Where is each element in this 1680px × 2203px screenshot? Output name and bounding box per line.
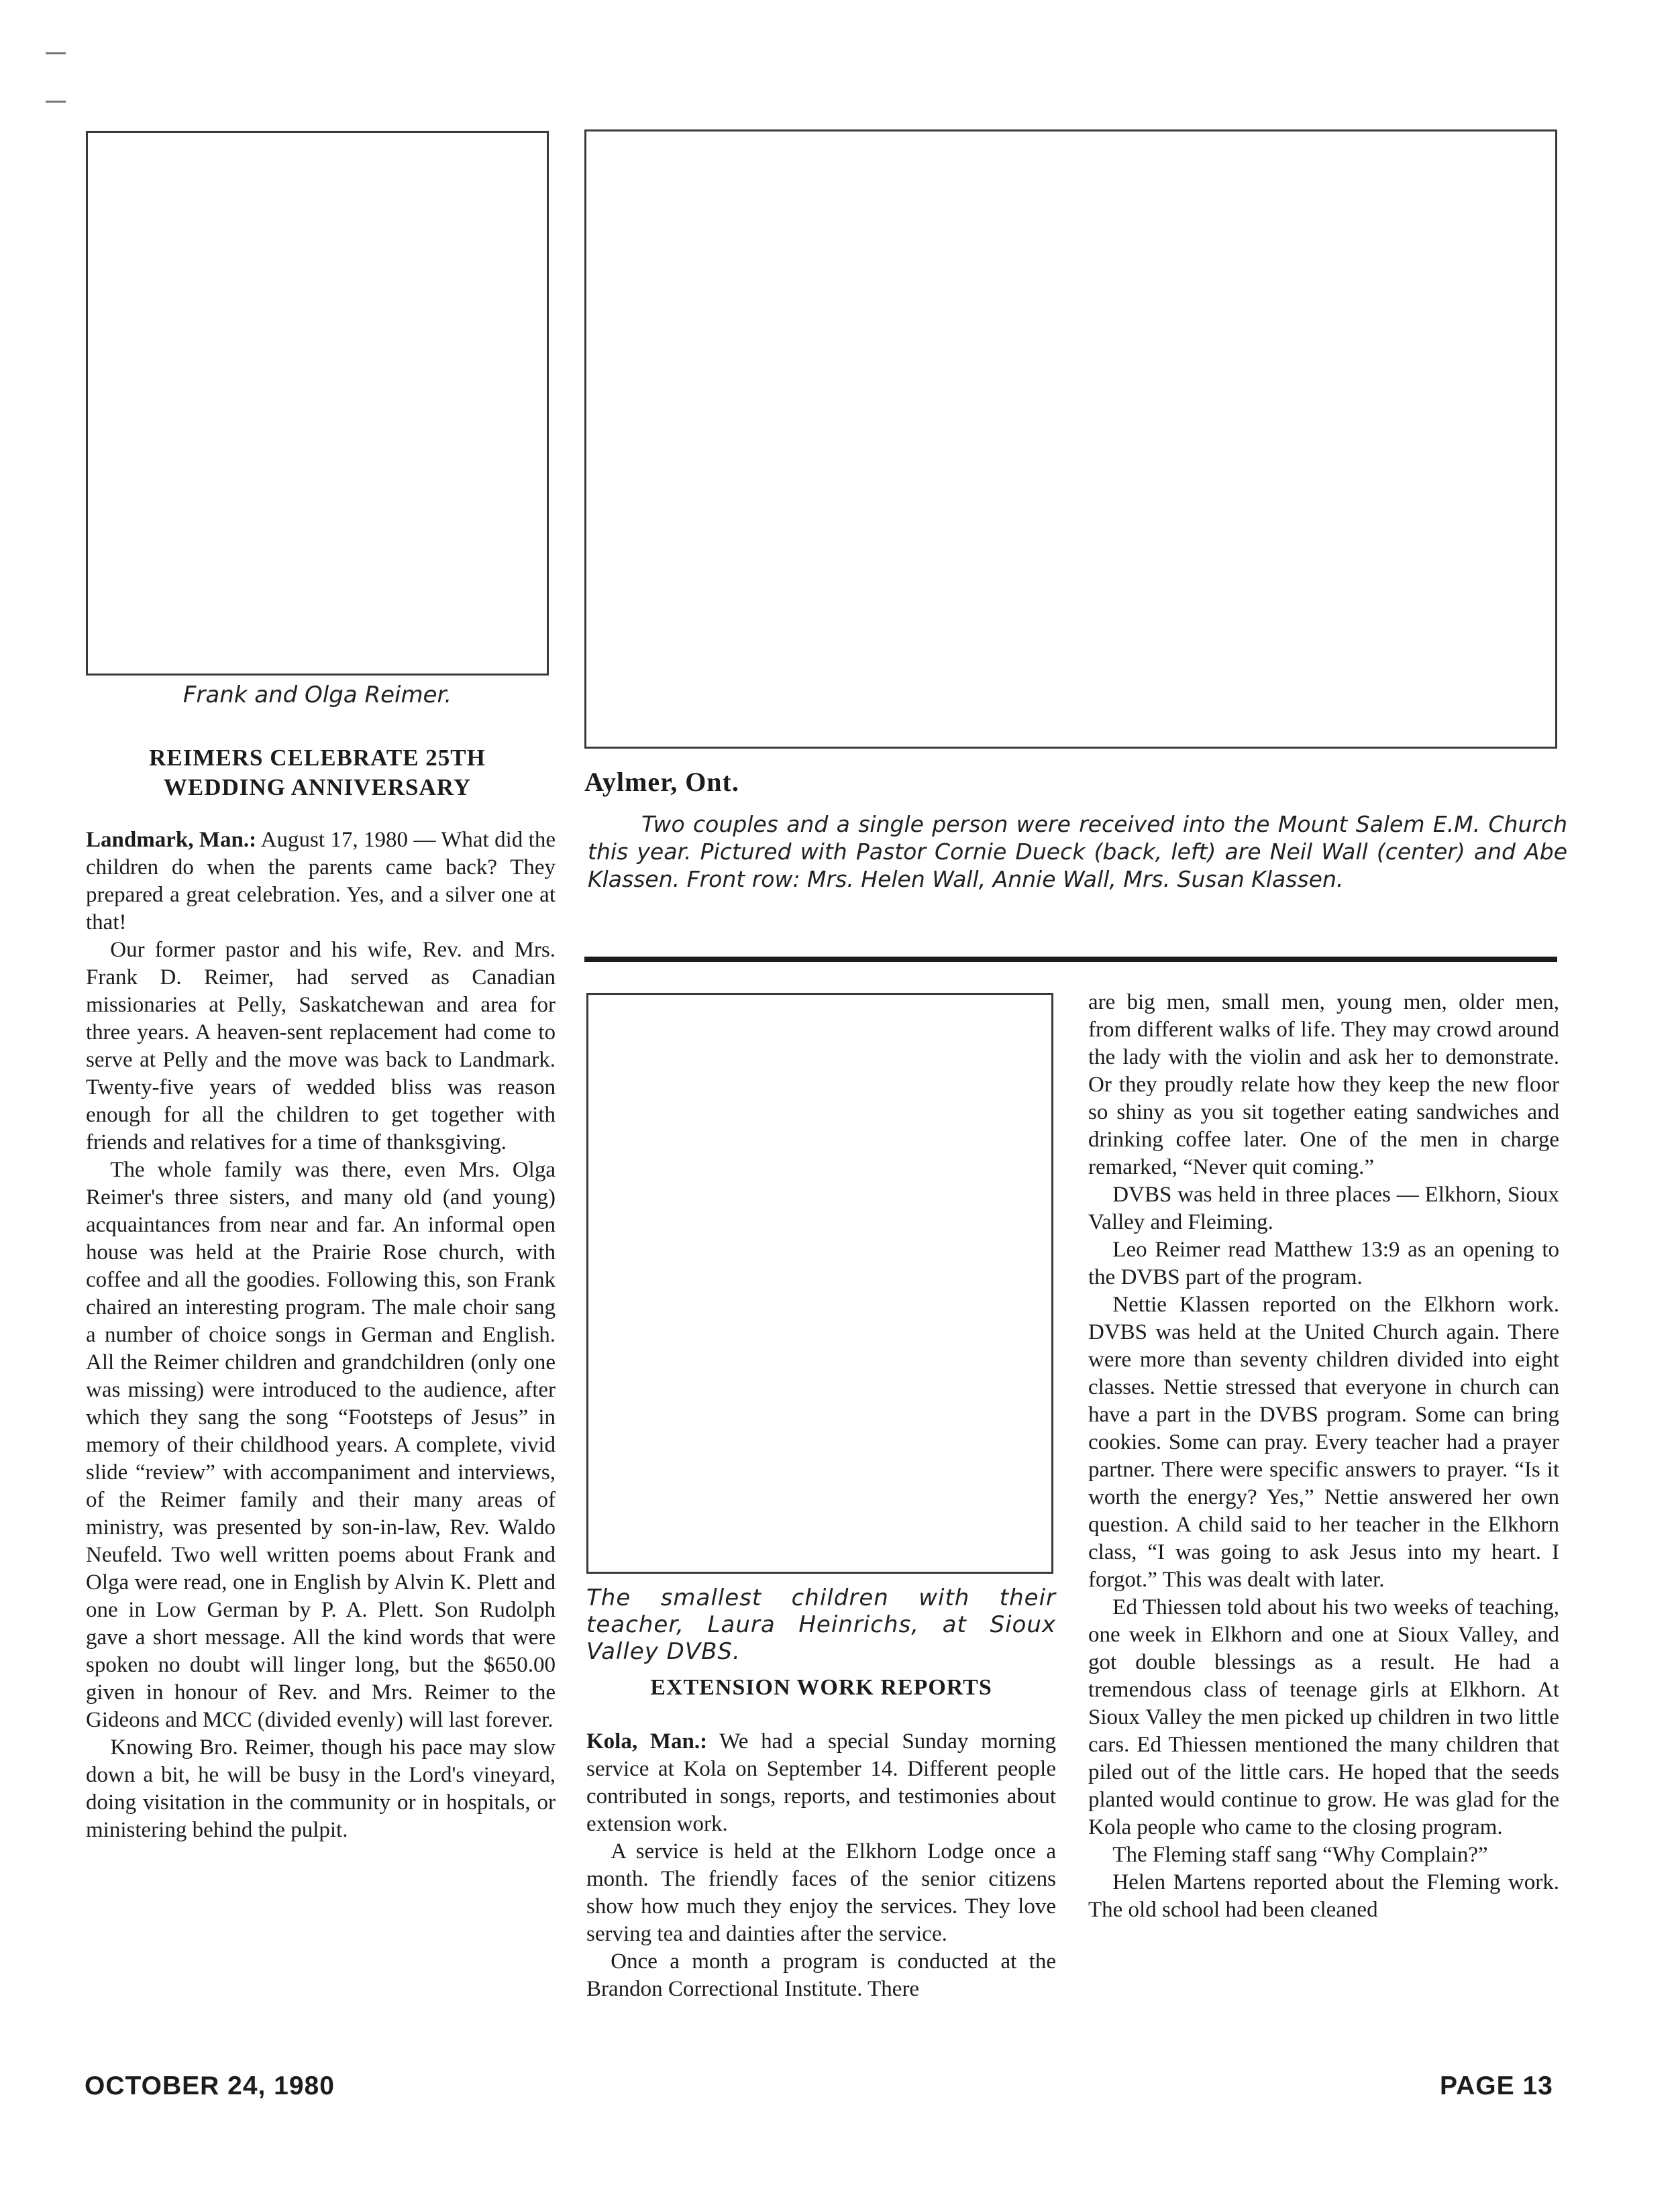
- footer-date: OCTOBER 24, 1980: [85, 2072, 335, 2100]
- extension-c3-paragraph-1: are big men, small men, young men, older men, from different walks of life. They may crowd around the lady with the violin and ask her to demonstrate. Or they proudly relate how they keep the new floor so shiny as you sit together eating sandwiches and drinking coffee later. One of the men in charge remarked, “Never quit coming.”: [1088, 990, 1559, 1179]
- photo-aylmer-group: [584, 129, 1557, 749]
- extension-c3-paragraph-6: The Fleming staff sang “Why Complain?”: [1112, 1843, 1488, 1867]
- extension-paragraph-1: [586, 1728, 1056, 1838]
- margin-mark: [46, 101, 66, 103]
- extension-c3-paragraph-5: Ed Thiessen told about his two weeks of teaching, one week in Elkhorn and one at Sioux Valley, and got double blessings as a result. He had a tremendous class of teenage girls at Elkhorn. At Sioux Valley the men picked up children in two little cars. Ed Thiessen mentioned the many children that piled out of the little cars. He hoped that the seeds planted would continue to grow. He was glad for the Kola people who came to the closing program.: [1088, 1595, 1559, 1839]
- photo-caption-reimers: Frank and Olga Reimer.: [182, 682, 452, 708]
- extension-column-3: [1088, 989, 1559, 1924]
- dateline-landmark: Landmark, Man.:: [86, 828, 257, 852]
- reimers-paragraph-1: [86, 826, 556, 936]
- section-divider: [584, 957, 1557, 962]
- reimers-paragraph-1-text: August 17, 1980 — What did the children do when the parents came back? They prepared a great celebration. Yes, and a silver one at that!: [86, 828, 556, 934]
- reimers-paragraph-2: Our former pastor and his wife, Rev. and Mrs. Frank D. Reimer, had served as Canadian missionaries at Pelly, Saskatchewan and area for three years. A heaven-sent replacement had come to serve at Pelly and the move was back to Landmark. Twenty-five years of wedded bliss was reason enough for all the children to get together with friends and relatives for a time of thanksgiving.: [86, 938, 556, 1154]
- extension-paragraph-3: Once a month a program is conducted at the Brandon Correctional Institute. There: [586, 1949, 1056, 2001]
- headline-line-2: WEDDING ANNIVERSARY: [163, 774, 472, 800]
- extension-paragraph-2: A service is held at the Elkhorn Lodge once a month. The friendly faces of the senior citizens show how much they enjoy the services. They love serving tea and dainties after the service.: [586, 1839, 1056, 1946]
- extension-column-2: [586, 1728, 1056, 2003]
- aylmer-heading: Aylmer, Ont.: [584, 767, 739, 797]
- photo-dvbs-children: [586, 993, 1053, 1574]
- extension-headline: EXTENSION WORK REPORTS: [650, 1675, 992, 1700]
- reimers-headline: [86, 743, 549, 802]
- reimers-paragraph-3: The whole family was there, even Mrs. Olga Reimer's three sisters, and many old (and young) acquaintances from near and far. An informal open house was held at the Prairie Rose church, with coffee and all the goodies. Following this, son Frank chaired an interesting program. The male choir sang a number of choice songs in German and English. All the Reimer children and grandchildren (only one was missing) were introduced to the audience, after which they sang the song “Footsteps of Jesus” in memory of their childhood years. A complete, vivid slide “review” with accompaniment and interviews, of the Reimer family and their many areas of ministry, was presented by son-in-law, Rev. Waldo Neufeld. Two well written poems about Frank and Olga were read, one in English by Alvin K. Plett and one in Low German by P. A. Plett. Son Rudolph gave a short message. All the kind words that were spoken no doubt will linger long, but the $650.00 given in honour of Rev. and Mrs. Reimer to the Gideons and MCC (divided evenly) will last forever.: [86, 1158, 556, 1732]
- dvbs-caption: The smallest children with their teacher, Laura Heinrichs, at Sioux Valley DVBS.: [586, 1584, 1056, 1665]
- headline-line-1: REIMERS CELEBRATE 25TH: [149, 745, 486, 771]
- footer-page-number: PAGE 13: [1440, 2072, 1553, 2100]
- extension-c3-paragraph-4: Nettie Klassen reported on the Elkhorn work. DVBS was held at the United Church again. There were more than seventy children divided into eight classes. Nettie stressed that everyone in church can have a part in the DVBS program. Some can bring cookies. Some can pray. Every teacher had a prayer partner. There were specific answers to prayer. “Is it worth the energy? Yes,” Nettie answered her own question. A child said to her teacher in the Elkhorn class, “I was going to ask Jesus into my heart. I forgot.” This was dealt with later.: [1088, 1293, 1559, 1592]
- extension-c3-paragraph-3: Leo Reimer read Matthew 13:9 as an opening to the DVBS part of the program.: [1088, 1238, 1559, 1289]
- dateline-kola: Kola, Man.:: [586, 1729, 708, 1754]
- photo-frank-olga-reimer: [86, 131, 549, 676]
- reimers-paragraph-4: Knowing Bro. Reimer, though his pace may slow down a bit, he will be busy in the Lord's vineyard, doing visitation in the community or in hospitals, or ministering behind the pulpit.: [86, 1735, 556, 1842]
- extension-c3-paragraph-7: Helen Martens reported about the Fleming work. The old school had been cleaned: [1088, 1870, 1559, 1922]
- extension-c3-paragraph-2: DVBS was held in three places — Elkhorn, Sioux Valley and Fleiming.: [1088, 1183, 1559, 1234]
- margin-mark: [46, 52, 66, 54]
- aylmer-caption: Two couples and a single person were received into the Mount Salem E.M. Church this year. Pictured with Pastor Cornie Dueck (back, left) are Neil Wall (center) and Abe Klassen. Front row: Mrs. Helen Wall, Annie Wall, Mrs. Susan Klassen.: [588, 811, 1567, 892]
- reimers-article-body: [86, 826, 556, 1844]
- extension-paragraph-1-text: We had a special Sunday morning service at Kola on September 14. Different people contributed in songs, reports, and testimonies about extension work.: [586, 1729, 1056, 1836]
